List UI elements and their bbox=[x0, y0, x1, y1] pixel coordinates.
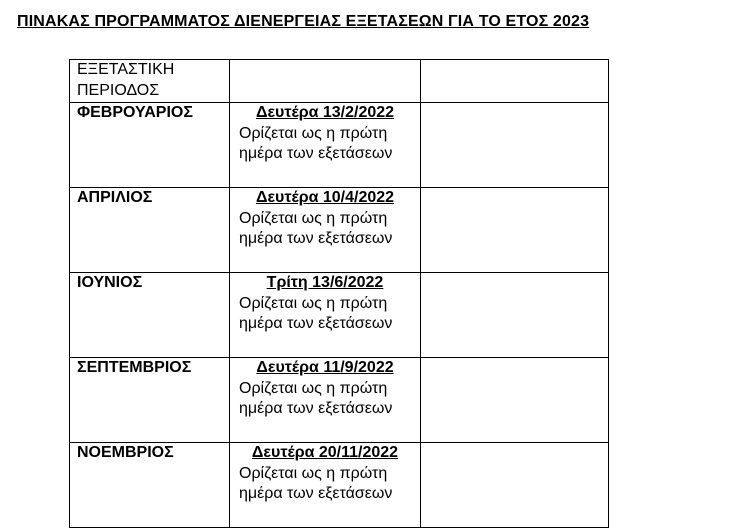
exam-note: Ορίζεται ως η πρώτη ημέρα των εξετάσεων bbox=[239, 294, 393, 332]
extra-cell bbox=[421, 443, 609, 528]
exam-note: Ορίζεται ως η πρώτη ημέρα των εξετάσεων bbox=[239, 379, 393, 417]
date-cell bbox=[230, 103, 421, 188]
date-cell bbox=[230, 273, 421, 358]
date-cell bbox=[230, 188, 421, 273]
exam-note: Ορίζεται ως η πρώτη ημέρα των εξετάσεων bbox=[239, 124, 393, 162]
period-name: ΦΕΒΡΟΥΑΡΙΟΣ bbox=[77, 104, 193, 121]
date-cell bbox=[230, 358, 421, 443]
period-header-label: ΕΞΕΤΑΣΤΙΚΗ ΠΕΡΙΟΔΟΣ bbox=[77, 61, 175, 99]
header-cell-date bbox=[230, 60, 421, 103]
table-header-row bbox=[70, 60, 609, 103]
table-row bbox=[70, 188, 609, 273]
exam-schedule-table bbox=[69, 59, 609, 528]
table-row bbox=[70, 103, 609, 188]
extra-cell bbox=[421, 273, 609, 358]
period-name: ΑΠΡΙΛΙΟΣ bbox=[77, 189, 153, 206]
extra-cell bbox=[421, 188, 609, 273]
period-cell bbox=[70, 443, 230, 528]
extra-cell bbox=[421, 358, 609, 443]
header-cell-extra bbox=[421, 60, 609, 103]
header-cell-period bbox=[70, 60, 230, 103]
exam-date: Δευτέρα 10/4/2022 bbox=[255, 189, 395, 206]
exam-date: Τρίτη 13/6/2022 bbox=[266, 274, 384, 291]
page-title: ΠΙΝΑΚΑΣ ΠΡΟΓΡΑΜΜΑΤΟΣ ΔΙΕΝΕΡΓΕΙΑΣ ΕΞΕΤΑΣΕΩΝ ΓΙΑ ΤΟ ΕΤΟΣ 2023 bbox=[17, 13, 590, 30]
table-row bbox=[70, 273, 609, 358]
period-name: ΙΟΥΝΙΟΣ bbox=[77, 274, 143, 291]
exam-note: Ορίζεται ως η πρώτη ημέρα των εξετάσεων bbox=[239, 209, 393, 247]
period-cell bbox=[70, 273, 230, 358]
period-cell bbox=[70, 103, 230, 188]
table-row bbox=[70, 358, 609, 443]
exam-date: Δευτέρα 13/2/2022 bbox=[255, 104, 395, 121]
exam-note: Ορίζεται ως η πρώτη ημέρα των εξετάσεων bbox=[239, 464, 393, 502]
period-name: ΣΕΠΤΕΜΒΡΙΟΣ bbox=[77, 359, 192, 376]
extra-cell bbox=[421, 103, 609, 188]
exam-date: Δευτέρα 11/9/2022 bbox=[256, 359, 394, 376]
table-row bbox=[70, 443, 609, 528]
period-name: ΝΟΕΜΒΡΙΟΣ bbox=[77, 444, 174, 461]
date-cell bbox=[230, 443, 421, 528]
period-cell bbox=[70, 188, 230, 273]
exam-date: Δευτέρα 20/11/2022 bbox=[251, 444, 399, 461]
period-cell bbox=[70, 358, 230, 443]
